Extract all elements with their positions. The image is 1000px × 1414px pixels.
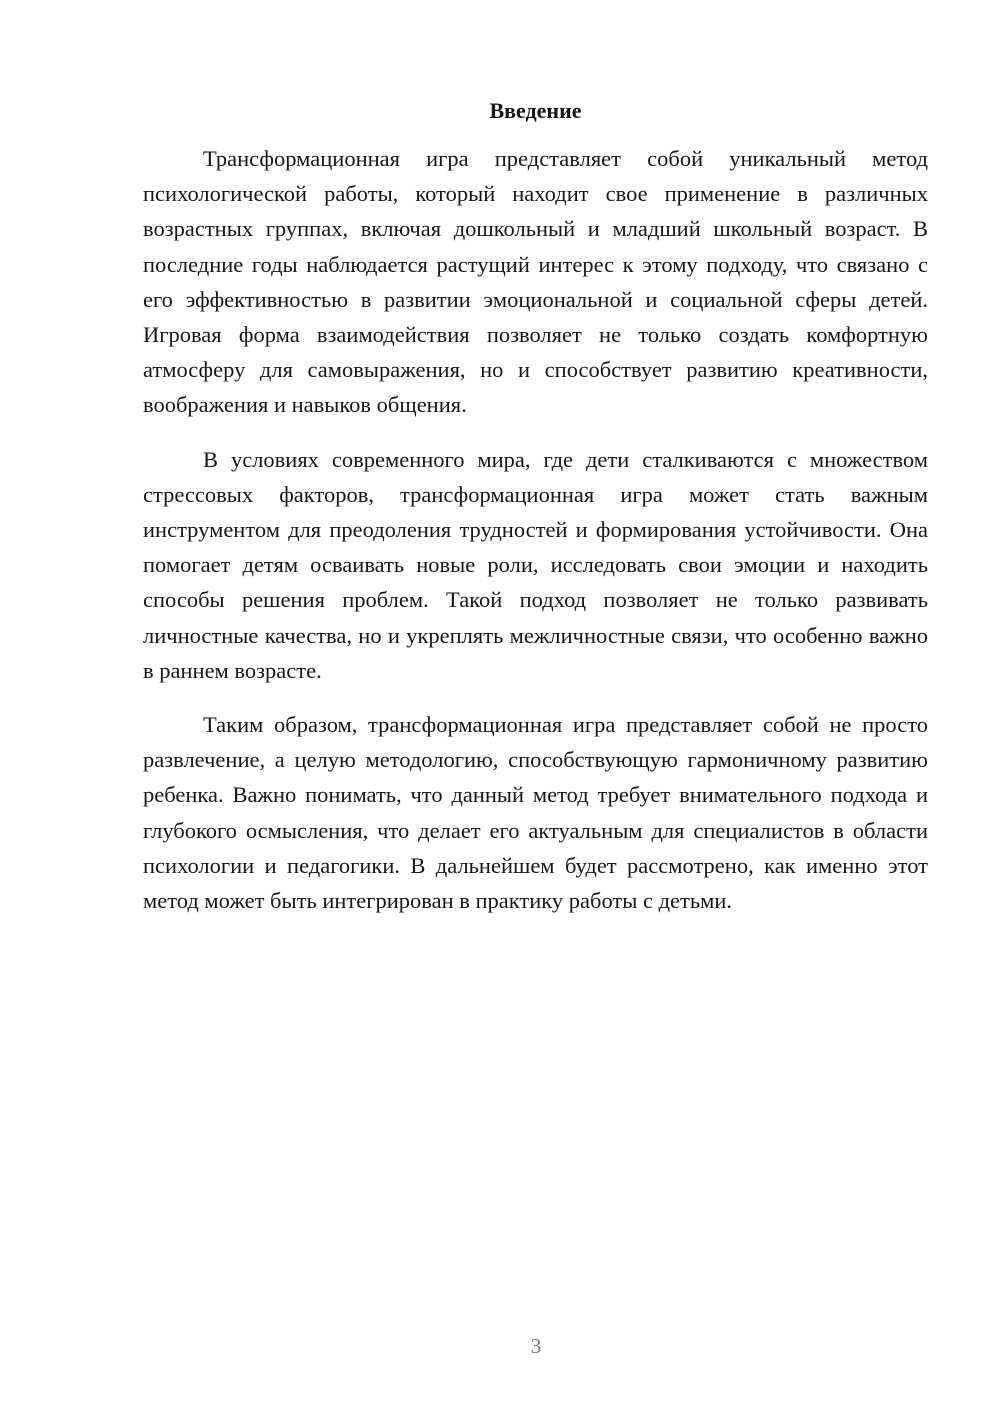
paragraph-2: В условиях современного мира, где дети сталкиваются с множеством стрессовых факторов, трансформационная игра может стать важным инструментом для преодоления трудностей и формирования устойчивости. Она помогает детям осваивать новые роли, исследовать свои эмоции и находить способы решения проблем. Такой подход позволяет не только развивать личностные качества, но и укреплять межличностные связи, что особенно важно в раннем возрасте.: [143, 446, 928, 683]
paragraph-1: Трансформационная игра представляет собой уникальный метод психологической работы, который находит свое применение в различных возрастных группах, включая дошкольный и младший школьный возраст. В последние годы наблюдается растущий интерес к этому подходу, что связано с его эффективностью в развитии эмоциональной и социальной сферы детей. Игровая форма взаимодействия позволяет не только создать комфортную атмосферу для самовыражения, но и способствует развитию креативности, воображения и навыков общения.: [143, 146, 928, 418]
page-title: Введение: [489, 98, 582, 123]
page-number: 3: [530, 1334, 542, 1358]
paragraph-3: Таким образом, трансформационная игра представляет собой не просто развлечение, а целую методологию, способствующую гармоничному развитию ребенка. Важно понимать, что данный метод требует внимательного подхода и глубокого осмысления, что делает его актуальным для специалистов в области психологии и педагогики. В дальнейшем будет рассмотрено, как именно этот метод может быть интегрирован в практику работы с детьми.: [143, 712, 928, 914]
body-text: [143, 141, 928, 937]
